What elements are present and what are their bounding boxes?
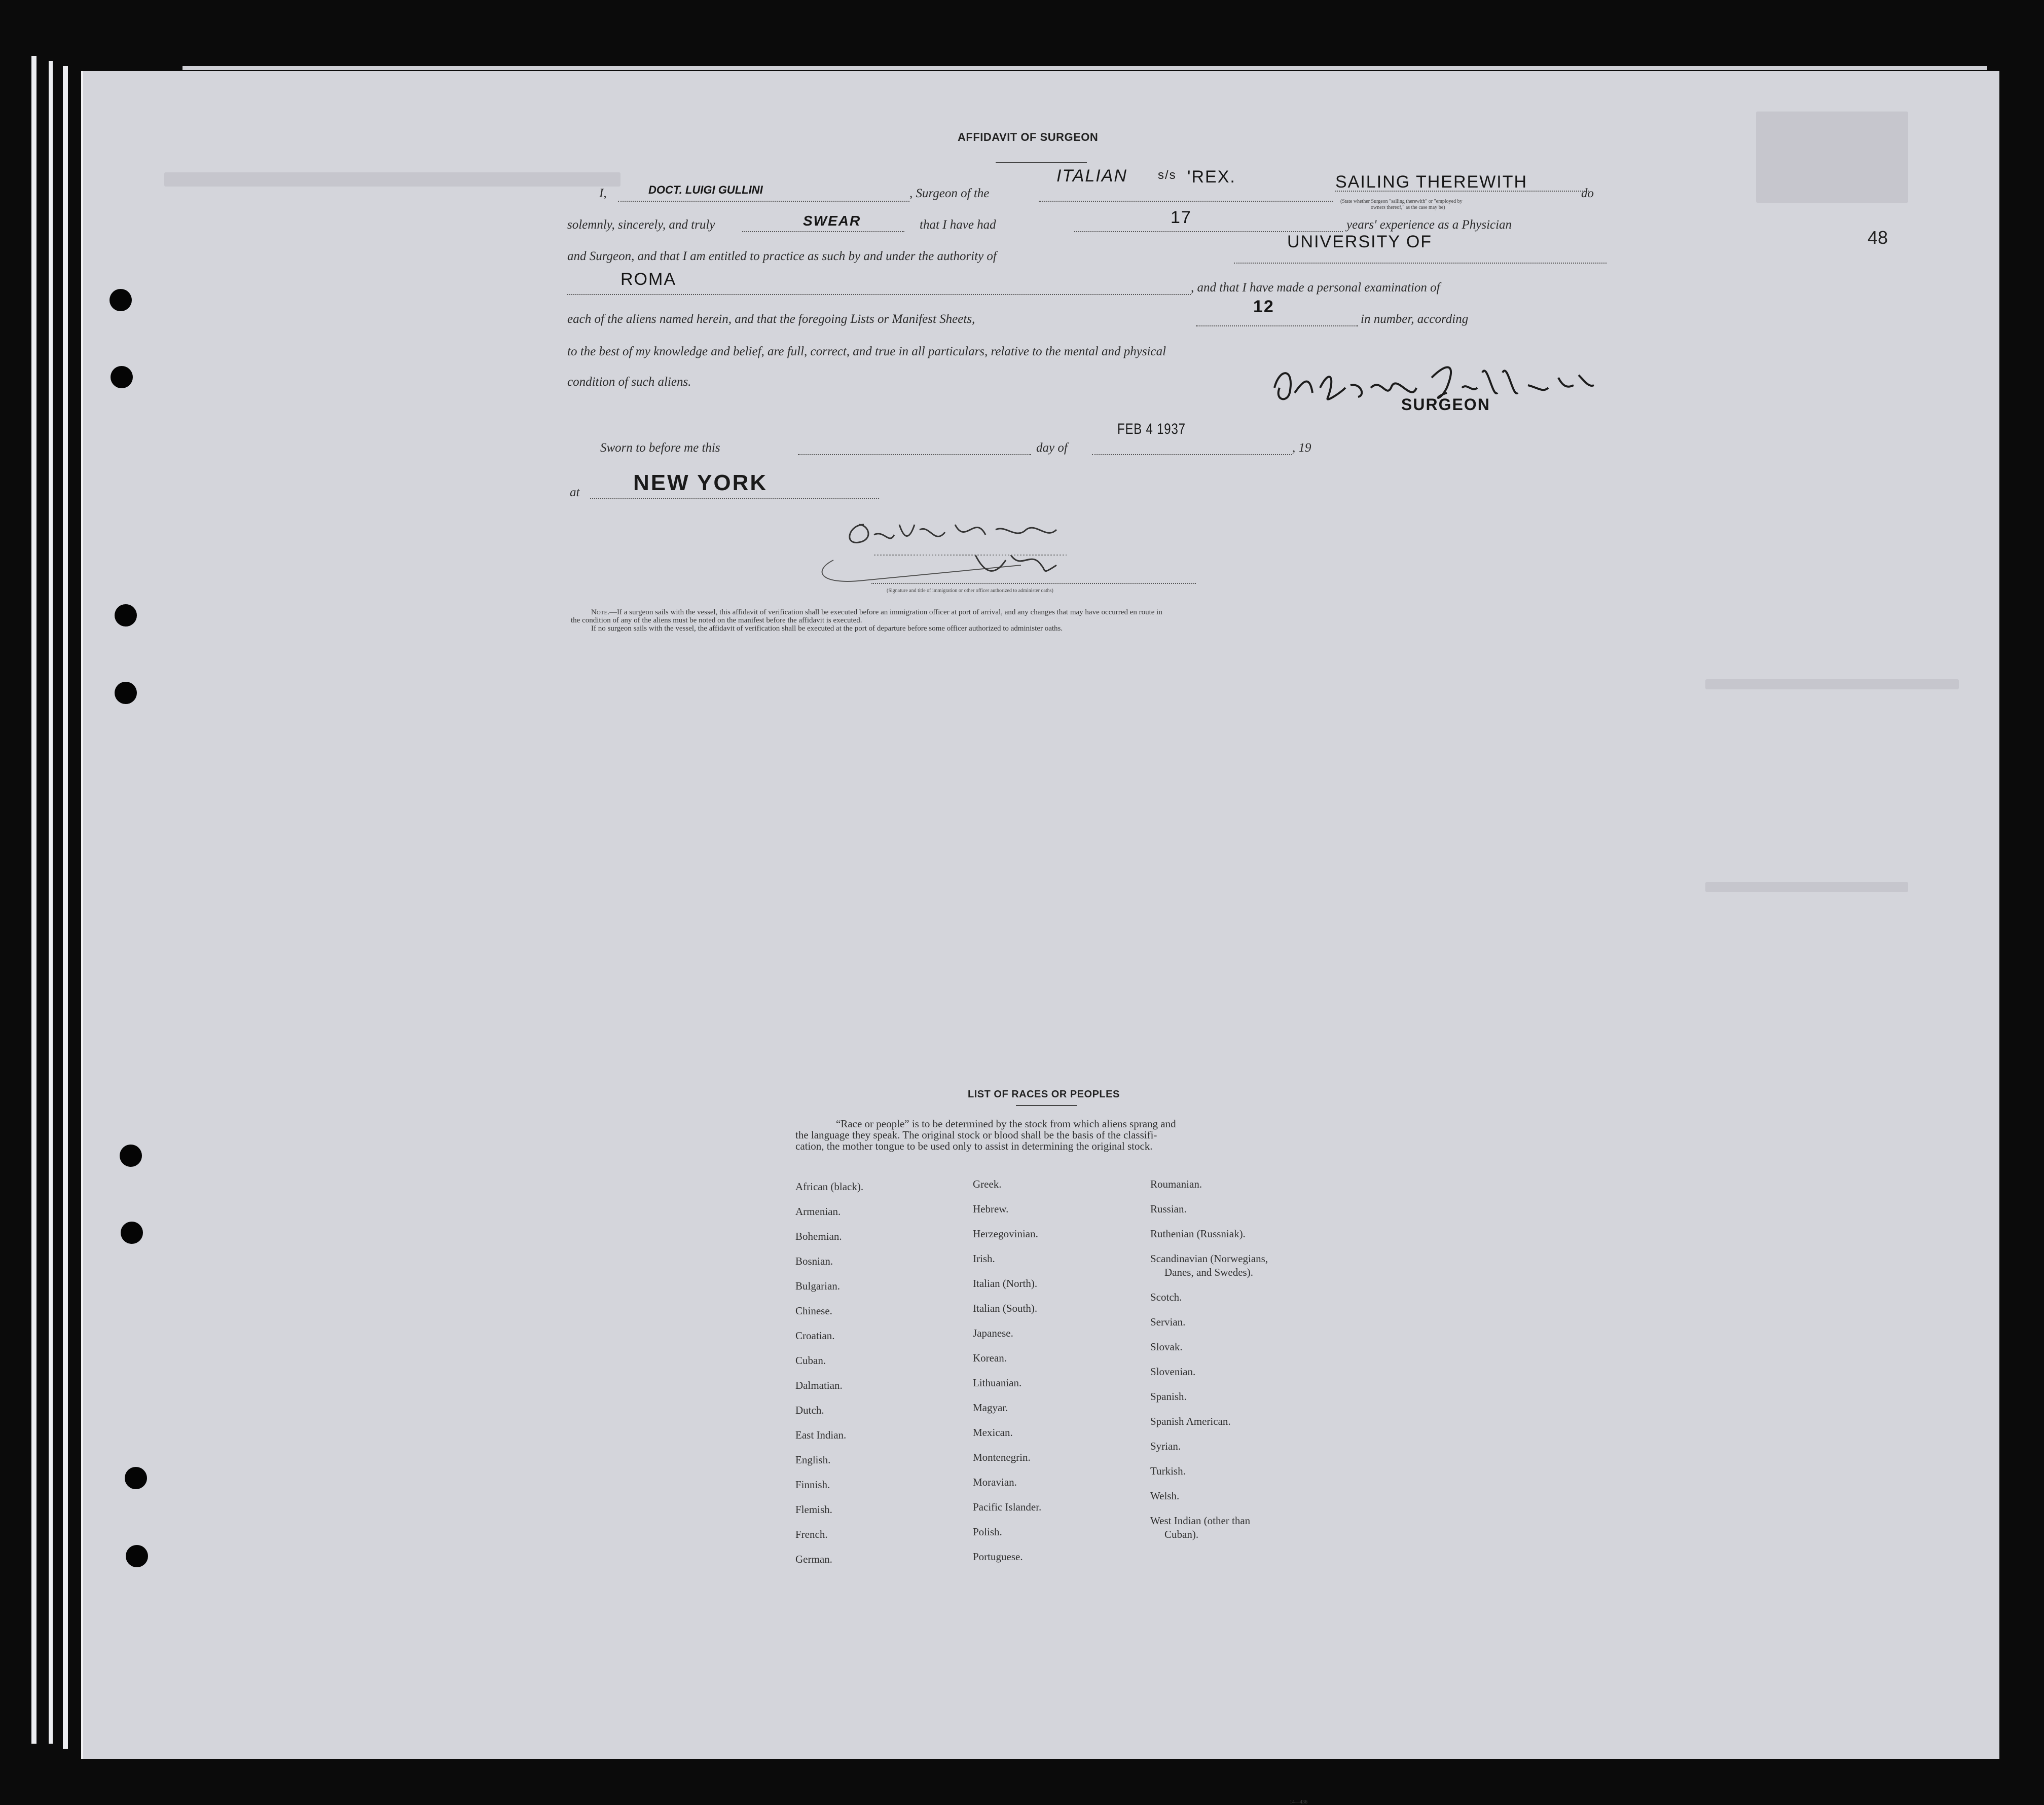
race-item: Spanish American. [1150,1415,1231,1427]
vessel-nationality: ITALIAN [1056,166,1127,186]
binder-edge [31,56,36,1744]
note-label: Note. [591,608,609,616]
authority: UNIVERSITY OF [1287,232,1433,251]
race-item: Lithuanian. [973,1377,1022,1389]
years-tail-text: years' experience as a Physician [1346,218,1512,232]
punch-hole [115,682,137,704]
line-authority [1234,263,1607,264]
sheet-count: 12 [1253,297,1274,316]
race-item: Slovak. [1150,1341,1183,1353]
binder-edge [63,66,68,1749]
race-item: Slovenian. [1150,1366,1196,1378]
sailing-status: SAILING THEREWITH [1335,172,1528,192]
surgeon-of-text: , Surgeon of the [909,187,990,200]
manifest-sheets-text: each of the aliens named herein, and that the foregoing Lists or Manifest Sheets, [567,312,975,326]
place-stamp: NEW YORK [633,470,768,495]
race-item: Turkish. [1150,1465,1186,1477]
line-place [590,498,879,499]
line-sheets [1196,325,1358,326]
race-item: Welsh. [1150,1490,1180,1502]
punch-hole [121,1222,143,1244]
race-item: Mexican. [973,1426,1013,1439]
punch-hole [125,1467,147,1489]
race-item: Portuguese. [973,1551,1023,1563]
race-item: Italian (North). [973,1277,1038,1290]
race-item: Russian. [1150,1203,1187,1215]
line-surgeon-name [618,201,909,202]
note-line-3: If no surgeon sails with the vessel, the affidavit of verification shall be executed at the port of departure before some officer authorized to administer oaths. [591,624,1063,633]
race-item: Irish. [973,1253,995,1265]
year-prefix: , 19 [1292,441,1311,455]
affidavit-i: I, [599,187,607,200]
page-number: 48 [1868,227,1888,248]
punch-hole [110,289,132,311]
bleed-through [1756,112,1908,203]
have-had-text: that I have had [920,218,996,232]
race-item: German. [795,1553,832,1565]
races-title: LIST OF RACES OR PEOPLES [968,1089,1120,1100]
race-item: Dutch. [795,1404,824,1416]
at-text: at [570,486,580,499]
signature-label: SURGEON [1401,395,1490,414]
race-item: Cuban. [795,1354,826,1367]
line-sworn-day [798,454,1031,455]
form-code: 14—436 [1290,1799,1307,1805]
solemnly-text: solemnly, sincerely, and truly [567,218,715,232]
note-line-2: the condition of any of the aliens must be noted on the manifest before the affidavit is executed. [571,616,862,624]
race-item: West Indian (other than [1150,1515,1251,1527]
title-rule [996,162,1087,163]
races-intro-2: the language they speak. The original stock or blood shall be the basis of the classifi- [795,1129,1157,1141]
affidavit-title: AFFIDAVIT OF SURGEON [958,131,1099,143]
binder-edge [49,61,53,1744]
date-stamp: FEB 4 1937 [1117,421,1186,437]
race-item: Bosnian. [795,1255,833,1267]
race-item: Montenegrin. [973,1451,1031,1463]
officer-caption: (Signature and title of immigration or other officer authorized to administer oaths) [887,588,1053,594]
race-item: Roumanian. [1150,1178,1202,1190]
ss-marker: s/s [1158,168,1177,182]
race-item: French. [795,1528,828,1540]
race-item: Korean. [973,1352,1007,1364]
race-item: Croatian. [795,1330,835,1342]
line-authority-cont [567,294,1191,295]
race-item: Danes, and Swedes). [1164,1266,1253,1278]
race-item: Scotch. [1150,1291,1182,1303]
note-line-1 [591,608,1162,616]
line-sworn-date [1092,454,1292,455]
line-oath [742,231,904,232]
race-item: Bulgarian. [795,1280,841,1292]
race-item: Italian (South). [973,1302,1038,1314]
race-item: Scandinavian (Norwegians, [1150,1253,1268,1265]
note-text-1: —If a surgeon sails with the vessel, this affidavit of verification shall be executed before an immigration officer at port of arrival, and any changes that may have occurred en route in [609,608,1162,616]
race-item: English. [795,1454,831,1466]
sworn-text: Sworn to before me this [600,441,720,455]
in-number-text: in number, according [1361,312,1469,326]
race-item: Moravian. [973,1476,1017,1488]
bleed-through [1705,679,1959,689]
officer-signature [803,504,1138,591]
oath-word: SWEAR [803,213,861,229]
races-intro-3: cation, the mother tongue to be used only to assist in determining the original stock. [795,1140,1153,1152]
bleed-through [164,172,620,187]
punch-hole [115,604,137,627]
years-experience: 17 [1171,208,1192,227]
race-item: East Indian. [795,1429,847,1441]
state-note-1: (State whether Surgeon "sailing therewith" or "employed by [1340,199,1463,204]
race-item: Japanese. [973,1327,1013,1339]
race-item: Bohemian. [795,1230,842,1242]
race-item: Armenian. [795,1205,841,1218]
day-of-text: day of [1036,441,1068,455]
race-item: Spanish. [1150,1390,1187,1403]
race-item: Magyar. [973,1402,1008,1414]
examination-text: , and that I have made a personal examination of [1191,281,1440,294]
punch-hole [111,366,133,388]
condition-text: condition of such aliens. [567,375,691,389]
state-note-2: owners thereof," as the case may be) [1371,205,1445,210]
ship-name: 'REX. [1187,167,1236,187]
punch-hole [120,1145,142,1167]
punch-hole [126,1545,148,1567]
race-item: Polish. [973,1526,1002,1538]
entitled-text: and Surgeon, and that I am entitled to practice as such by and under the authority of [567,249,997,263]
line-vessel [1039,201,1333,202]
race-item: Pacific Islander. [973,1501,1042,1513]
top-page-edge [182,66,1987,70]
race-item: Greek. [973,1178,1002,1190]
races-intro-1: “Race or people” is to be determined by the stock from which aliens sprang and [836,1118,1176,1130]
authority-continued: ROMA [620,270,676,289]
race-item: Finnish. [795,1479,830,1491]
races-title-rule [1016,1105,1077,1106]
race-item: Flemish. [795,1503,832,1516]
line-officer [871,583,1196,584]
race-item: Cuban). [1164,1528,1199,1540]
race-item: Dalmatian. [795,1379,843,1391]
race-item: Chinese. [795,1305,832,1317]
manifest-page [81,71,1999,1805]
knowledge-text: to the best of my knowledge and belief, are full, correct, and true in all particulars, relative to the mental and physical [567,345,1166,358]
bleed-through [1705,882,1908,892]
do-text: do [1581,187,1594,200]
race-item: Ruthenian (Russniak). [1150,1228,1246,1240]
race-item: Syrian. [1150,1440,1181,1452]
race-item: African (black). [795,1181,864,1193]
race-item: Servian. [1150,1316,1186,1328]
surgeon-name: DOCT. LUIGI GULLINI [648,183,763,196]
race-item: Hebrew. [973,1203,1009,1215]
race-item: Herzegovinian. [973,1228,1038,1240]
